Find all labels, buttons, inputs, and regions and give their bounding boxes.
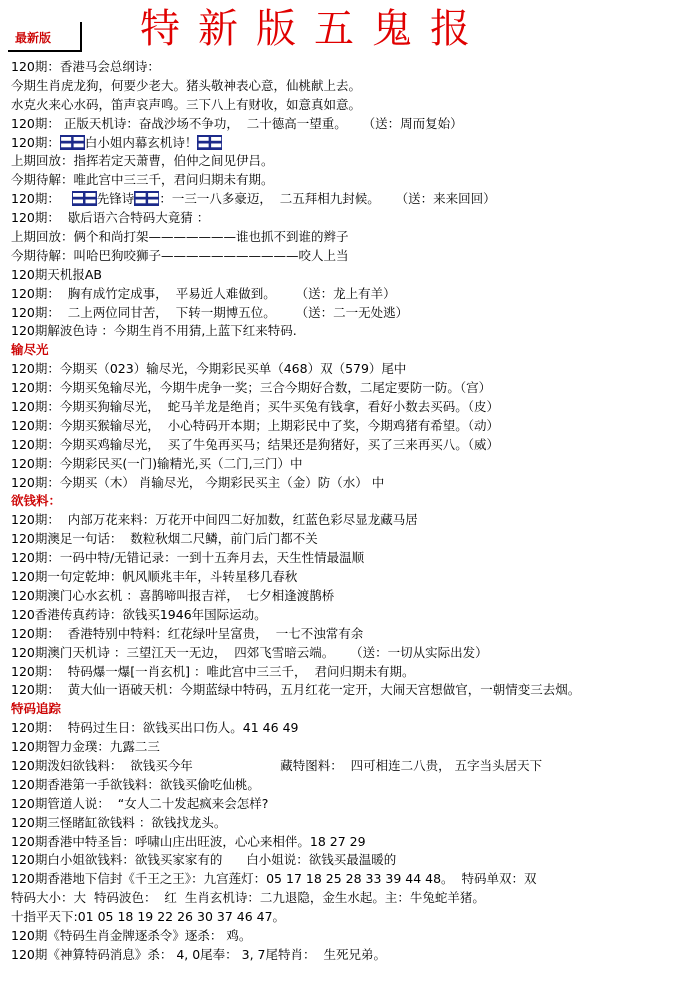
text-line bbox=[11, 776, 691, 795]
line-text: 上期回放：俩个和尚打架———————谁也抓不到谁的辫子 bbox=[11, 229, 349, 245]
text-line bbox=[11, 927, 691, 946]
line-note: （送：二一无处逃） bbox=[275, 304, 409, 320]
line-text: 白小姐内幕玄机诗！ bbox=[84, 134, 198, 150]
text-line bbox=[11, 738, 691, 757]
document-body bbox=[11, 58, 691, 965]
line-text: 120期： 正版天机诗：奋战沙场不争功， 二十德高一望重。 bbox=[11, 115, 347, 131]
text-line bbox=[11, 681, 691, 700]
text-line bbox=[11, 530, 691, 549]
text-line bbox=[11, 946, 691, 965]
line-text: 120期一句定乾坤：帆风顺兆丰年，斗转星移几春秋 bbox=[11, 569, 298, 585]
text-line bbox=[11, 285, 691, 304]
text-line bbox=[11, 757, 691, 776]
highlight-marker: 〓〓 bbox=[134, 191, 160, 207]
text-line bbox=[11, 322, 691, 341]
section-heading bbox=[11, 341, 691, 360]
text-line bbox=[11, 870, 691, 889]
line-text: 120期：今期买狗输尽光， 蛇马羊龙是绝肖；买牛买兔有钱拿，看好小数去买码。（皮） bbox=[11, 399, 500, 415]
text-line bbox=[11, 228, 691, 247]
line-text: 120香港传真药诗：欲钱买1946年国际运动。 bbox=[11, 606, 267, 622]
line-text: 120期： 特码过生日：欲钱买出口伤人。41 46 49 bbox=[11, 720, 299, 736]
line-text: 120期： 黄大仙一语破天机：今期蓝绿中特码，五月红花一定开，大闹天宫想做官，一朝情变三去烟。 bbox=[11, 682, 581, 698]
line-text: 120期澳门天机诗 ：三望江天一无边， 四郊飞雪暗云端。 bbox=[11, 644, 335, 660]
text-line bbox=[11, 587, 691, 606]
line-text: 120期管道人说： “女人二十发起疯来会怎样? bbox=[11, 795, 269, 811]
line-note: 藏特图料： 四可相连二八贵， 五字当头居天下 bbox=[192, 757, 543, 773]
line-text: 今期生肖虎龙狗，何要少老大。猪头敬神表心意，仙桃献上去。 bbox=[11, 77, 362, 93]
section-heading bbox=[11, 492, 691, 511]
line-text: 120期： 特码爆一爆[一肖玄机] ：唯此宫中三三千， 君问归期未有期。 bbox=[11, 663, 415, 679]
line-text: 120期《特码生肖金牌逐杀令》逐杀： 鸡。 bbox=[11, 927, 252, 943]
line-text: 120期： 香港特别中特料：红花绿叶呈富贵， 一七不浊常有余 bbox=[11, 625, 364, 641]
line-note: （送：龙上有羊） bbox=[275, 285, 396, 301]
text-line bbox=[11, 719, 691, 738]
text-line bbox=[11, 568, 691, 587]
text-line bbox=[11, 417, 691, 436]
text-line bbox=[11, 115, 691, 134]
line-text: 输尽光 bbox=[11, 342, 49, 358]
line-text: 120期：今期彩民买(一门)输精光,买（二门,三门）中 bbox=[11, 455, 303, 471]
text-line bbox=[11, 851, 691, 870]
line-text: 120期：今期买（023）输尽光，今期彩民买单（468）双（579）尾中 bbox=[11, 361, 407, 377]
text-line bbox=[11, 398, 691, 417]
line-text: 120期：今期买鸡输尽光， 买了牛兔再买马；结果还是狗猪好，买了三来再买八。（威） bbox=[11, 436, 500, 452]
text-line bbox=[11, 606, 691, 625]
line-text: 先锋诗 bbox=[96, 191, 135, 207]
line-text: 120期白小姐欲钱料：欲钱买家家有的 bbox=[11, 852, 223, 868]
text-line bbox=[11, 58, 691, 77]
text-line bbox=[11, 436, 691, 455]
line-text: 水克火来心水码，笛声哀声鸣。三下八上有财收，如意真如意。 bbox=[11, 96, 362, 112]
line-text: 十指平天下:01 05 18 19 22 26 30 37 46 47。 bbox=[11, 909, 286, 925]
line-text: 120期解波色诗 ：今期生肖不用猜,上蓝下红来特码. bbox=[11, 323, 297, 339]
highlight-marker: 〓〓 bbox=[197, 134, 223, 150]
text-line bbox=[11, 304, 691, 323]
text-line bbox=[11, 134, 691, 153]
text-line bbox=[11, 511, 691, 530]
edition-badge bbox=[8, 22, 82, 52]
line-text: 120期泼妇欲钱料： 欲钱买今年 bbox=[11, 757, 193, 773]
text-line bbox=[11, 455, 691, 474]
line-text: 120期澳门心水玄机 ：喜鹊啼叫报吉祥， 七夕相逢渡鹊桥 bbox=[11, 587, 335, 603]
line-text: 特码追踪 bbox=[11, 701, 62, 717]
line-text: 120期澳足一句话： 数粒秋烟二尺鳞，前门后门都不关 bbox=[11, 531, 318, 547]
text-line bbox=[11, 152, 691, 171]
section-heading bbox=[11, 700, 691, 719]
line-text: 120期： 二上两位同甘苦， 下转一期博五位。 bbox=[11, 304, 276, 320]
text-line bbox=[11, 190, 691, 209]
highlight-marker: 〓〓 bbox=[71, 191, 97, 207]
text-line bbox=[11, 833, 691, 852]
text-line bbox=[11, 96, 691, 115]
highlight-marker: 〓〓 bbox=[59, 134, 85, 150]
line-text: 120期香港第一手欲钱料：欲钱买偷吃仙桃。 bbox=[11, 776, 260, 792]
line-note: 白小姐说：欲钱买最温暖的 bbox=[222, 852, 397, 868]
text-line bbox=[11, 908, 691, 927]
line-note: （送：一切从实际出发） bbox=[334, 644, 488, 660]
text-line bbox=[11, 247, 691, 266]
text-line bbox=[11, 814, 691, 833]
line-text: 120期《神算特码消息》杀： 4, 0尾奉： 3, 7尾特肖： 生死兄弟。 bbox=[11, 946, 386, 962]
line-text: 120期： 内部万花来料：万花开中间四二好加数，红蓝色彩尽显龙藏马居 bbox=[11, 512, 418, 528]
text-line bbox=[11, 209, 691, 228]
line-text: 120期三怪睹缸欲钱料 ：欲钱找龙头。 bbox=[11, 814, 227, 830]
line-text: 120期香港地下信封《千王之王》：九宫莲灯：05 17 18 25 28 33 39 44 48。 特码单双：双 bbox=[11, 871, 537, 887]
text-line bbox=[11, 474, 691, 493]
text-line bbox=[11, 889, 691, 908]
line-text: 上期回放：指挥若定天萧曹，伯仲之间见伊吕。 bbox=[11, 153, 274, 169]
text-line bbox=[11, 171, 691, 190]
line-text: 120期： 胸有成竹定成事， 平易近人难做到。 bbox=[11, 285, 276, 301]
line-text: 120期： bbox=[11, 134, 60, 150]
text-line bbox=[11, 266, 691, 285]
text-line bbox=[11, 379, 691, 398]
line-text: 120期：一码中特/无错记录：一到十五奔月去，天生性情最温顺 bbox=[11, 550, 365, 566]
line-note: （送：来来回回） bbox=[379, 191, 496, 207]
line-text: 120期天机报AB bbox=[11, 266, 102, 282]
line-text: 120期：今期买（木） 肖输尽光， 今期彩民买主（金）防（水） 中 bbox=[11, 474, 385, 490]
line-text: 欲钱料： bbox=[11, 493, 62, 509]
text-line bbox=[11, 663, 691, 682]
text-line bbox=[11, 625, 691, 644]
line-text: 120期智力金璞：九露二三 bbox=[11, 739, 160, 755]
line-text: 120期： 歇后语六合特码大竟猜 ： bbox=[11, 210, 210, 226]
text-line bbox=[11, 549, 691, 568]
line-text: 120期：今期买兔输尽光，今期牛虎争一奖；三合今期好合数，二尾定要防一防。（宫） bbox=[11, 380, 492, 396]
line-text: 今期待解：唯此宫中三三千，君问归期未有期。 bbox=[11, 172, 274, 188]
line-text: 120期： bbox=[11, 191, 72, 207]
page-title: 特新版五鬼报 bbox=[140, 6, 488, 52]
text-line bbox=[11, 644, 691, 663]
edition-badge-label: 最新版 bbox=[15, 31, 52, 45]
line-text: 120期：今期买猴输尽光， 小心特码开本期；上期彩民中了奖，今期鸡猪有希望。（动） bbox=[11, 417, 500, 433]
text-line bbox=[11, 795, 691, 814]
line-text: 120期香港中特圣旨：呼啸山庄出旺波，心心来相伴。18 27 29 bbox=[11, 833, 366, 849]
line-note: （送：周而复始） bbox=[346, 115, 463, 131]
text-line bbox=[11, 77, 691, 96]
line-text: 120期：香港马会总纲诗： bbox=[11, 59, 160, 74]
line-text: ：一三一八多豪迈， 二五拜相九封候。 bbox=[159, 191, 380, 207]
line-text: 今期待解：叫哈巴狗咬狮子———————————咬人上当 bbox=[11, 247, 349, 263]
text-line bbox=[11, 360, 691, 379]
line-text: 特码大小：大 特码波色： 红 生肖玄机诗：二九退隐，金生水起。主：牛兔蛇羊猪。 bbox=[11, 890, 485, 906]
